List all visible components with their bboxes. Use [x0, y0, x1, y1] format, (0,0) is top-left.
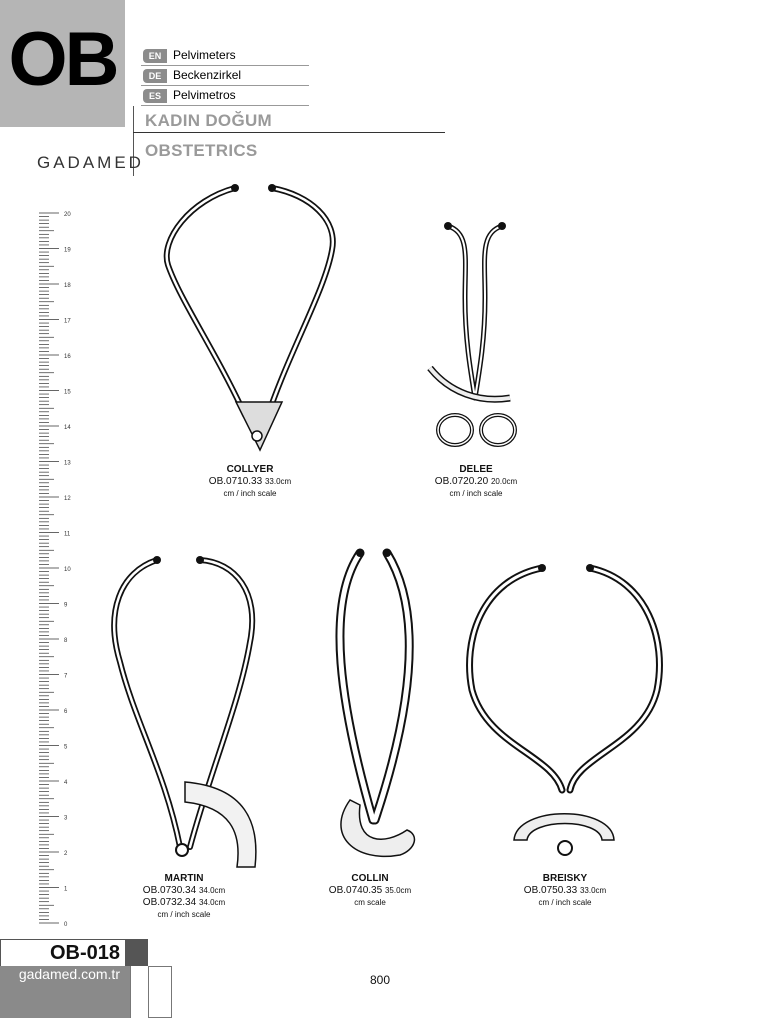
footer-tab	[148, 966, 172, 1018]
ruler-label: 7	[64, 673, 68, 680]
language-text: Beckenzirkel	[173, 68, 242, 82]
collin-pelvimeter-image	[325, 545, 435, 865]
collyer-pelvimeter-image	[160, 180, 340, 455]
product-code: OB.0720.20	[434, 476, 489, 487]
product-size: 34.0cm	[198, 886, 226, 895]
delee-pelvimeter-image	[420, 218, 530, 453]
product-code-line	[104, 897, 264, 909]
footer-tab	[130, 966, 148, 1018]
ruler-label: 8	[64, 638, 68, 644]
ruler-label: 14	[64, 425, 71, 431]
ruler-label: 20	[64, 212, 71, 218]
product-size: 34.0cm	[198, 898, 226, 907]
product-size: 33.0cm	[579, 886, 607, 895]
ruler-label: 16	[64, 354, 71, 360]
product-scale: cm / inch scale	[223, 489, 277, 498]
language-row-de	[141, 66, 309, 86]
product-size: 20.0cm	[490, 477, 518, 486]
product-caption-delee	[396, 464, 556, 499]
language-text: Pelvimetros	[173, 88, 236, 102]
product-code: OB.0732.34	[142, 897, 197, 908]
product-size: 33.0cm	[264, 477, 292, 486]
product-code-line	[396, 476, 556, 488]
ruler-label: 9	[64, 602, 68, 609]
ruler-label: 4	[64, 780, 68, 786]
product-caption-breisky	[485, 873, 645, 908]
product-name: COLLIN	[351, 873, 389, 884]
breisky-pelvimeter-image	[462, 560, 667, 865]
page-number: 800	[370, 973, 391, 987]
language-row-en	[141, 46, 309, 66]
measurement-ruler	[36, 208, 76, 928]
product-name: DELEE	[459, 464, 493, 475]
product-scale: cm / inch scale	[449, 489, 503, 498]
header-divider-horizontal	[133, 132, 445, 133]
ruler-label: 10	[64, 567, 71, 573]
product-caption-martin	[104, 873, 264, 920]
product-code-line	[104, 885, 264, 897]
ruler-label: 13	[64, 460, 71, 467]
product-scale: cm / inch scale	[157, 910, 211, 919]
section-title-en: OBSTETRICS	[145, 141, 258, 160]
product-scale: cm / inch scale	[538, 898, 592, 907]
footer-accent-block	[125, 939, 148, 966]
product-caption-collin	[290, 873, 450, 908]
martin-pelvimeter-image	[105, 552, 265, 872]
language-row-es	[141, 86, 309, 106]
ruler-label: 0	[64, 922, 68, 928]
product-code: OB.0730.34	[142, 885, 197, 896]
language-text: Pelvimeters	[173, 48, 236, 62]
section-code: OB	[8, 17, 117, 102]
page-code: OB-018	[49, 942, 120, 964]
ruler-label: 17	[64, 318, 71, 325]
product-name: MARTIN	[164, 873, 204, 884]
ruler-label: 5	[64, 744, 68, 751]
ruler-label: 19	[64, 247, 71, 254]
language-code: DE	[143, 69, 167, 83]
ruler-label: 2	[64, 851, 68, 857]
language-code: ES	[143, 89, 167, 103]
product-code: OB.0740.35	[328, 885, 383, 896]
product-caption-collyer	[170, 464, 330, 499]
product-size: 35.0cm	[384, 886, 412, 895]
product-name: COLLYER	[226, 464, 274, 475]
product-code: OB.0710.33	[208, 476, 263, 487]
brand-logo: GADAMED	[37, 153, 144, 172]
product-name: BREISKY	[542, 873, 588, 884]
ruler-label: 12	[64, 496, 71, 502]
ruler-label: 11	[64, 531, 71, 538]
ruler-label: 1	[64, 886, 68, 893]
ruler-label: 3	[64, 815, 68, 822]
product-code: OB.0750.33	[523, 885, 578, 896]
ruler-label: 6	[64, 709, 68, 715]
language-code: EN	[143, 49, 167, 63]
ruler-label: 15	[64, 389, 71, 396]
product-scale: cm scale	[354, 898, 386, 907]
website-link[interactable]: gadamed.com.tr	[18, 966, 120, 982]
product-code-line	[170, 476, 330, 488]
product-code-line	[485, 885, 645, 897]
section-title-tr: KADIN DOĞUM	[145, 111, 273, 130]
ruler-label: 18	[64, 283, 71, 289]
product-code-line	[290, 885, 450, 897]
